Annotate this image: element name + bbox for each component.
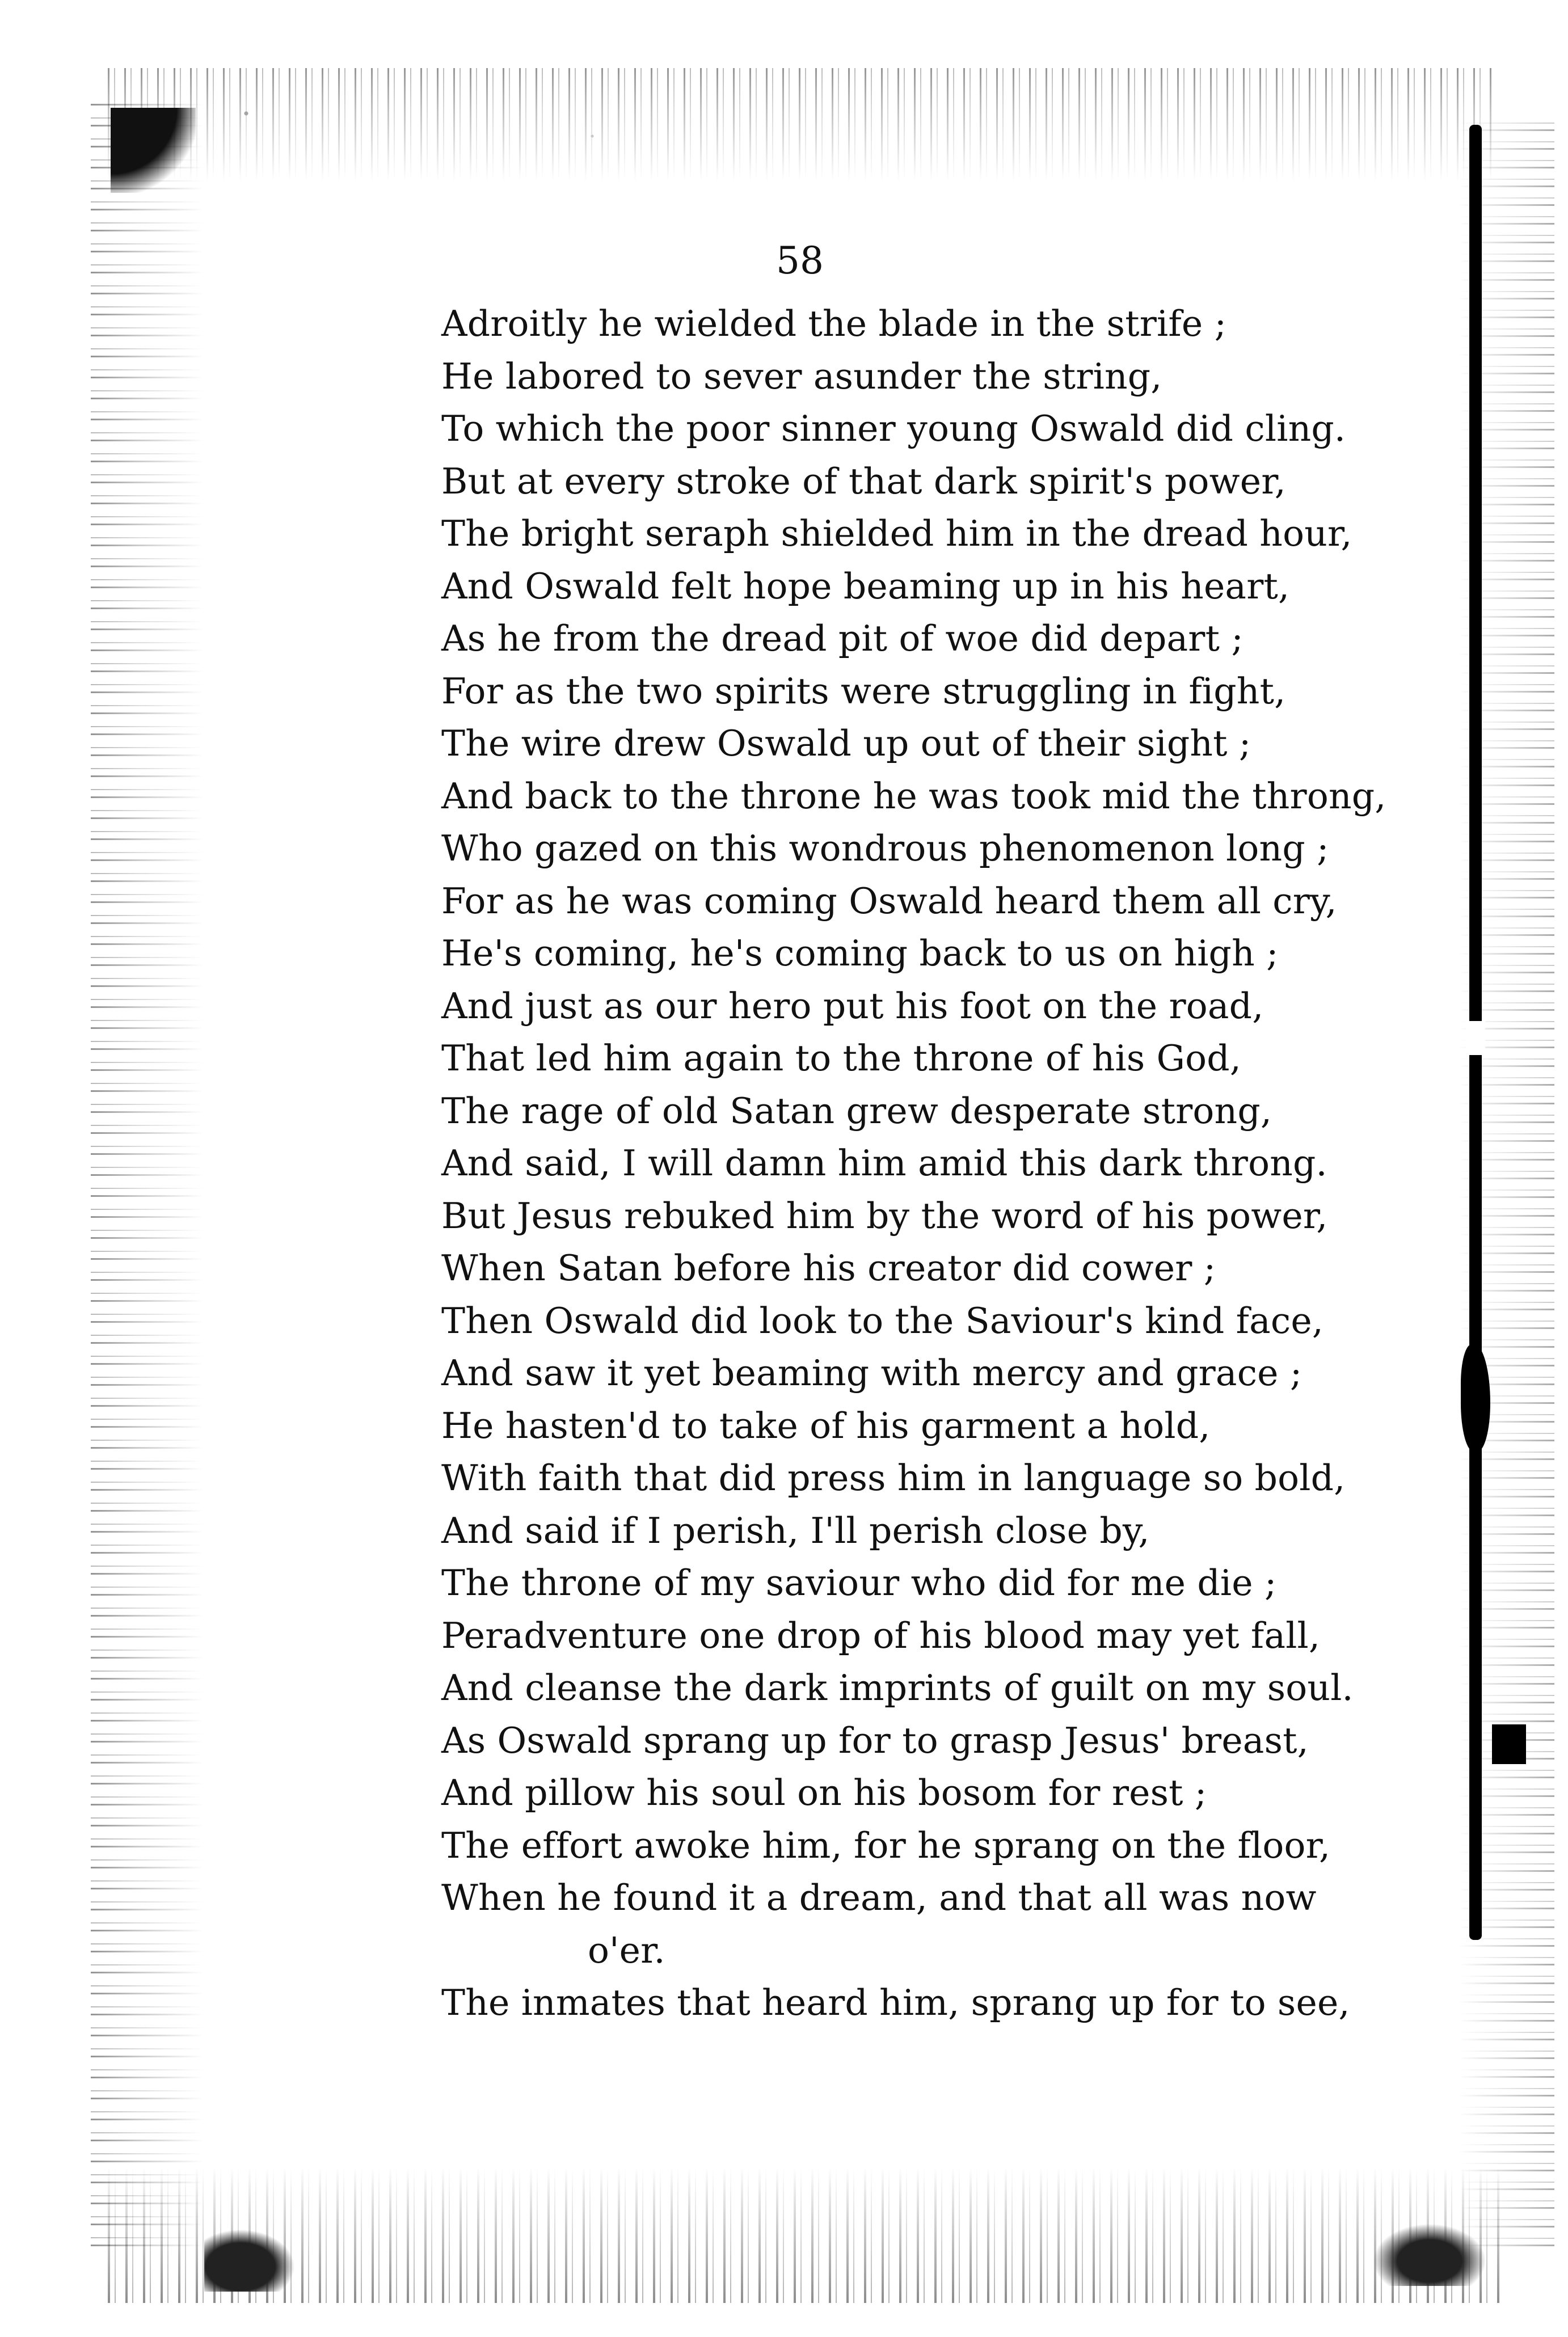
spine-foot-mark (1492, 1724, 1526, 1764)
poem-line: Then Oswald did look to the Saviour's kind face, (441, 1300, 1324, 1342)
poem-line: The effort awoke him, for he sprang on the floor, (441, 1824, 1331, 1866)
poem-line: And said, I will damn him amid this dark throng. (441, 1142, 1327, 1184)
page-number: 58 (776, 239, 824, 282)
poem-line: And back to the throne he was took mid the throng, (441, 775, 1386, 817)
ink-blot-bottom-right (1373, 2224, 1486, 2286)
ink-blot-top-left (111, 108, 196, 193)
poem-line: And saw it yet beaming with mercy and grace ; (441, 1352, 1303, 1394)
poem-line: When Satan before his creator did cower ; (441, 1247, 1216, 1289)
poem-line: The bright seraph shielded him in the dread hour, (441, 513, 1352, 554)
poem-line: The throne of my saviour who did for me die ; (441, 1562, 1277, 1604)
poem-line: Who gazed on this wondrous phenomenon long ; (441, 828, 1329, 869)
worn-left-edge (91, 102, 204, 2246)
poem-line: When he found it a dream, and that all was now (441, 1877, 1317, 1918)
poem-line: But Jesus rebuked him by the word of his power, (441, 1195, 1328, 1237)
poem-line: He's coming, he's coming back to us on high ; (441, 933, 1279, 974)
poem-line: And pillow his soul on his bosom for rest ; (441, 1772, 1207, 1813)
worn-bottom-edge (108, 2167, 1503, 2303)
poem-line: Adroitly he wielded the blade in the strife ; (441, 303, 1227, 344)
poem-text-block (441, 298, 1406, 2030)
poem-line: As he from the dread pit of woe did depart ; (441, 618, 1244, 659)
poem-line: The inmates that heard him, sprang up for to see, (441, 1982, 1350, 2023)
spine-gap (1466, 1021, 1485, 1055)
poem-line: He hasten'd to take of his garment a hold, (441, 1404, 1211, 1446)
poem-line: That led him again to the throne of his God, (441, 1037, 1242, 1079)
poem-line: To which the poor sinner young Oswald did cling. (441, 408, 1346, 449)
poem-line: The wire drew Oswald up out of their sight ; (441, 723, 1251, 764)
poem-line: As Oswald sprang up for to grasp Jesus' breast, (441, 1719, 1309, 1761)
poem-line: He labored to sever asunder the string, (441, 355, 1162, 397)
poem-line: Peradventure one drop of his blood may yet fall, (441, 1614, 1321, 1656)
poem-line: And said if I perish, I'll perish close by, (441, 1509, 1150, 1551)
poem-line: For as he was coming Oswald heard them all cry, (441, 880, 1337, 922)
ink-blot-bottom-left (204, 2229, 295, 2292)
poem-line: But at every stroke of that dark spirit's power, (441, 460, 1286, 502)
spine-ink-blob (1461, 1344, 1490, 1452)
poem-line: For as the two spirits were struggling in fight, (441, 670, 1286, 712)
poem-line: With faith that did press him in language so bold, (441, 1457, 1346, 1499)
poem-line: And cleanse the dark imprints of guilt on my soul. (441, 1667, 1354, 1709)
worn-top-edge (108, 68, 1492, 182)
poem-line: The rage of old Satan grew desperate strong, (441, 1090, 1272, 1132)
poem-line: o'er. (588, 1929, 665, 1971)
poem-line: And just as our hero put his foot on the road, (441, 985, 1264, 1027)
poem-line: And Oswald felt hope beaming up in his heart, (441, 565, 1290, 607)
